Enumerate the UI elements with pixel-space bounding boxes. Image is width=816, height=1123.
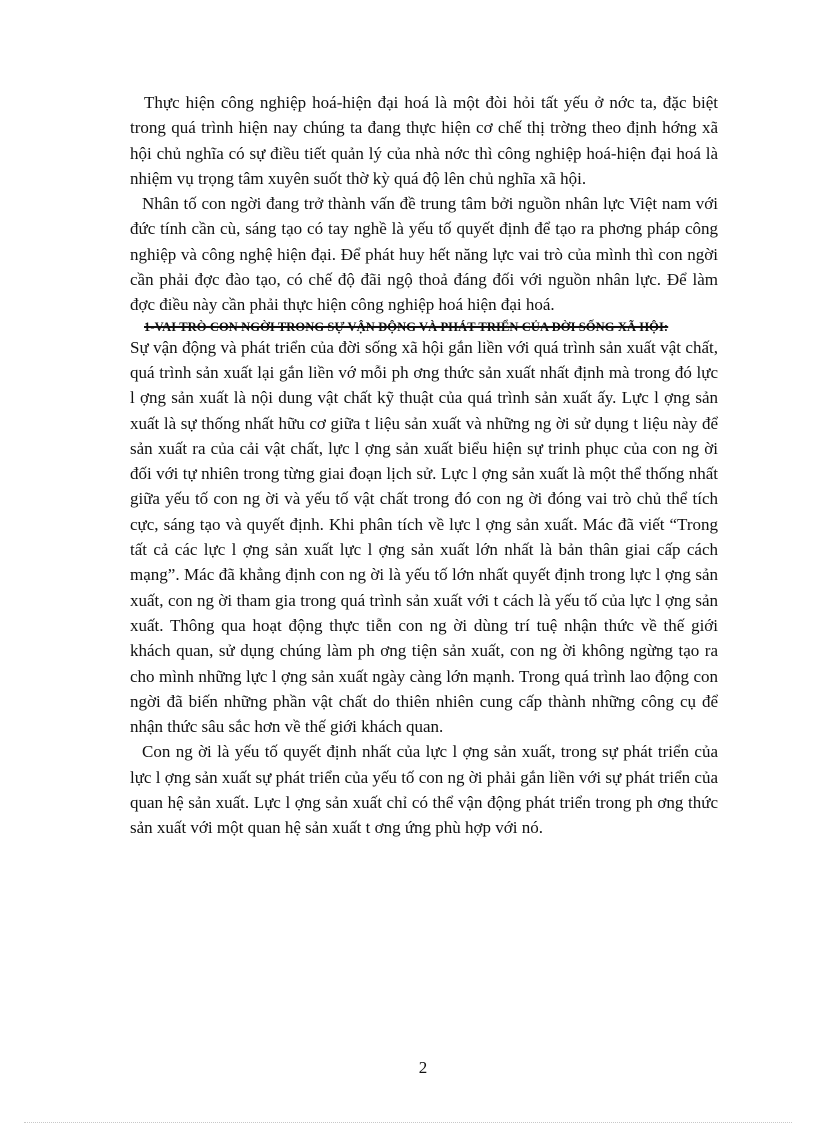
section-heading: 1-VAI TRÒ CON NGỜI TRONG SỰ VẬN ĐỘNG VÀ PHÁT TRIỂN CỦA ĐỜI SỐNG XÃ HỘI: xyxy=(144,319,669,334)
page-body xyxy=(130,90,718,841)
intro-paragraph-1: Thực hiện công nghiệp hoá-hiện đại hoá là một đòi hỏi tất yếu ở nớc ta, đặc biệt trong quá trình hiện nay chúng ta đang thực hiện cơ chế thị trờng theo định hớng xã hội chủ nghĩa có sự điều tiết quản lý của nhà nớc thì công nghiệp hoá-hiện đại hoá là nhiệm vụ trọng tâm xuyên suốt thờ kỳ quá độ lên chủ nghĩa xã hội. xyxy=(130,93,718,188)
body-paragraph-2: Con ng ời là yếu tố quyết định nhất của lực l ợng sản xuất, trong sự phát triển của lực l ợng sản xuất sự phát triển của yếu tố con ng ời phải gắn liền với sự phát triển của quan hệ sản xuất. Lực l ợng sản xuất chỉ có thể vận động phát triển trong ph ơng thức sản xuất với một quan hệ sản xuất t ơng ứng phù hợp với nó. xyxy=(130,742,718,838)
intro-paragraph-2: Nhân tố con ngời đang trở thành vấn đề trung tâm bởi nguồn nhân lực Việt nam với đức tính cần cù, sáng tạo có tay nghề là yếu tố quyết định để tạo ra phơng pháp công nghiệp và công nghệ hiện đại. Để phát huy hết năng lực vai trò của mình thì con ngời cần phải đợc đào tạo, có chế độ đãi ngộ thoả đáng đối với nguồn nhân lực. Để làm đợc điều này cần phải thực hiện công nghiệp hoá hiện đại hoá. xyxy=(130,194,718,315)
page-number: 2 xyxy=(418,1058,428,1077)
body-paragraph-1: Sự vận động và phát triển của đời sống xã hội gắn liền với quá trình sản xuất vật chất, quá trình sản xuất lại gắn liền vớ mỗi ph ơng thức sản xuất nhất định mà trong đó lực l ợng sản xuất là nội dung vật chất kỹ thuật của quá trình sản xuất ấy. Lực l ợng sản xuất là sự thống nhất hữu cơ giữa t liệu sản xuất và những ng ời sử dụng t liệu này để sản xuất ra của cải vật chất, lực l ợng sản xuất biểu hiện sự trinh phục của con ng ời đối với tự nhiên trong từng giai đoạn lịch sử. Lực l ợng sản xuất là một thể thống nhất giữa yếu tố con ng ời và yếu tố vật chất trong đó con ng ời đóng vai trò chủ thể tích cực, sáng tạo và quyết định. Khi phân tích về lực l ợng sản xuất. Mác đã viết “Trong tất cả các lực l ợng sản xuất lực l ợng sản xuất lớn nhất là bản thân giai cấp cách mạng”. Mác đã khẳng định con ng ời là yếu tố lớn nhất quyết định trong lực l ợng sản xuất, con ng ời tham gia trong quá trình sản xuất với t cách là yếu tố của lực l ợng sản xuất. Thông qua hoạt động thực tiễn con ng ời dùng trí tuệ nhận thức về thế giới khách quan, sử dụng chúng làm ph ơng tiện sản xuất, con ng ời không ngừng tạo ra cho mình những lực l ợng sản xuất ngày càng lớn mạnh. Trong quá trình lao động con ngời đã biến những phần vật chất do thiên nhiên cung cấp thành những công cụ để nhận thức sâu sắc hơn về thế giới khách quan. xyxy=(130,337,718,737)
